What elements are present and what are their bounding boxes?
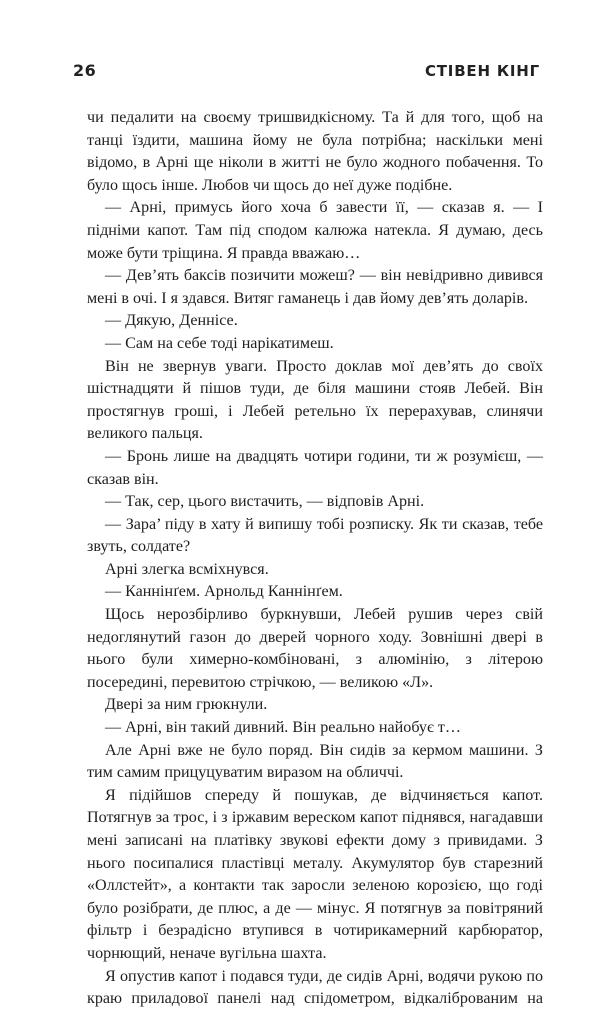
running-header bbox=[73, 61, 540, 83]
paragraph: Я підійшов спереду й пошукав, де відчиняється капот. Потягнув за трос, і з іржавим вереском капот піднявся, нагадавши мені записані на платівку звукові ефекти дому з привидами. З нього посипалися пластівці металу. Акумулятор був старезний «Оллстейт», а контакти так заросли зеленою корозією, що годі було розібрати, де плюс, а де — мінус. Я потягнув за повітряний фільтр і безрадісно втупився в чотирикамерний карбюратор, чорнющий, неначе вугільна шахта. bbox=[87, 786, 543, 962]
paragraph: — Каннінґем. Арнольд Каннінґем. bbox=[105, 583, 343, 601]
page-number: 26 bbox=[73, 61, 97, 80]
paragraph: — Сам на себе тоді нарікатимеш. bbox=[105, 334, 334, 352]
paragraph: — Дякую, Деннісе. bbox=[105, 312, 238, 330]
paragraph: — Бронь лише на двадцять чотири години, ти ж розумієш, — сказав він. bbox=[87, 447, 543, 488]
paragraph: чи педалити на своєму тришвидкісному. Та й для того, щоб на танці їздити, машина йому не була потрібна; наскільки мені відомо, в Арні ще ніколи в житті не було жодного побачення. То було щось інше. Любов чи щось до неї дуже подібне. bbox=[87, 109, 543, 194]
paragraph: Він не звернув уваги. Просто доклав мої дев’ять до своїх шістнадцяти й пішов туди, де біля машини стояв Лебей. Він простягнув гроші, і Лебей ретельно їх перерахував, слинячи великого пальця. bbox=[87, 357, 543, 443]
paragraph: — Зара’ піду в хату й випишу тобі розписку. Як ти сказав, тебе звуть, солдате? bbox=[87, 515, 543, 556]
paragraph: Арні злегка всміхнувся. bbox=[105, 560, 269, 578]
paragraph: — Арні, він такий дивний. Він реально найобує т… bbox=[105, 719, 462, 737]
paragraph: Але Арні вже не було поряд. Він сидів за кермом машини. З тим самим прицуцуватим виразом на обличчі. bbox=[87, 741, 543, 782]
author-name: СТІВЕН КІНГ bbox=[424, 62, 540, 80]
paragraph: Щось нерозбірливо буркнувши, Лебей рушив через свій недоглянутий газон до дверей чорного ходу. Зовнішні двері в нього були химерно-комбіновані, з алюмінію, з літерою посередині, перевитою стрічкою, — великою «Л». bbox=[87, 606, 543, 691]
paragraph: Двері за ним грюкнули. bbox=[105, 696, 268, 714]
paragraph: — Дев’ять баксів позичити можеш? — він невідривно дивився мені в очі. І я здався. Витяг гаманець і дав йому дев’ять доларів. bbox=[87, 267, 543, 307]
paragraph: — Арні, примусь його хоча б завести її, — сказав я. — І підніми капот. Там під сподом калюжа натекла. Я думаю, десь може бути тріщина. Я правда вважаю… bbox=[87, 199, 543, 262]
body-text bbox=[87, 107, 543, 1011]
paragraph: Я опустив капот і подався туди, де сидів Арні, водячи рукою по краю приладової панелі над спідометром, відкаліброваним на bbox=[87, 967, 543, 1008]
paragraph: — Так, сер, цього вистачить, — відповів Арні. bbox=[105, 493, 425, 511]
